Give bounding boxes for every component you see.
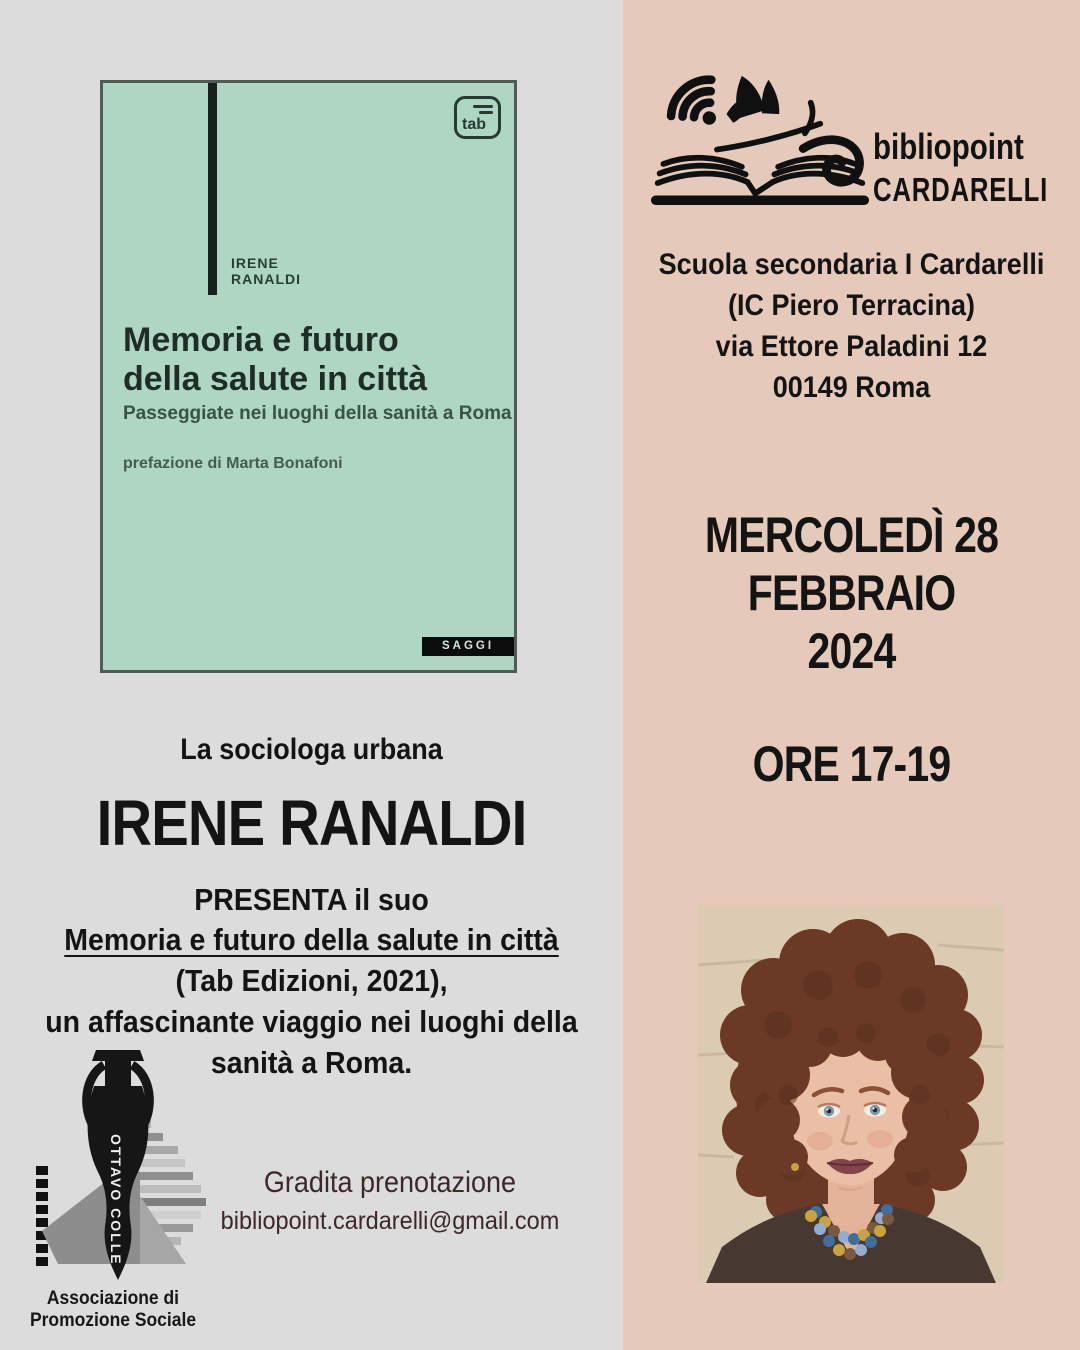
cover-book-title [123,321,427,399]
event-time: ORE 17-19 [752,736,951,792]
venue-line1: Scuola secondaria I Cardarelli [658,248,1045,281]
amphora-squares-column [36,1166,48,1266]
association-caption-line1: Associazione di [46,1288,180,1309]
intro-line: La sociologa urbana [180,733,443,766]
description-line1: un affascinante viaggio nei luoghi della [45,1004,578,1039]
association-caption-line2: Promozione Sociale [29,1310,197,1331]
event-date-line2: FEBBRAIO [747,565,956,621]
presents-line: PRESENTA il suo [194,882,429,917]
cover-preface: prefazione di Marta Bonafoni [123,455,343,472]
cover-subtitle: Passeggiate nei luoghi della sanità a Roma [123,403,512,424]
event-date [664,506,1039,680]
presented-book-title: Memoria e futuro della salute in città [64,922,559,957]
tab-logo-stripe [479,111,493,114]
event-date-line1: MERCOLEDÌ 28 [704,507,999,563]
right-panel [623,0,1080,1350]
tab-publisher-logo-icon [454,96,501,139]
cover-title-line2: della salute in città [123,360,428,398]
tab-logo-text: tab [462,116,486,133]
cardarelli-name: CARDARELLI [873,171,1049,208]
venue-line4: 00149 Roma [772,371,931,404]
bibliopoint-logo-icon [650,66,870,214]
earring [791,1163,799,1171]
amphora-vertical-text: OTTAVO COLLE [108,1134,124,1266]
bibliopoint-logo-text [873,126,1073,209]
event-date-line3: 2024 [807,623,896,679]
venue-line3: via Ettore Paladini 12 [715,330,988,363]
venue-line2: (IC Piero Terracina) [727,289,976,322]
series-badge: SAGGI [422,637,514,656]
book-cover [100,80,517,673]
tab-logo-stripe [473,105,493,108]
sailboat-icon [717,76,820,150]
bibliopoint-name: bibliopoint [873,126,1024,167]
booking-email: bibliopoint.cardarelli@gmail.com [220,1207,560,1235]
booking-info [140,1166,640,1236]
speaker-name: IRENE RANALDI [96,787,527,859]
description-line2: sanità a Roma. [210,1045,413,1080]
edition-line: (Tab Edizioni, 2021), [175,963,448,998]
cover-author-line2: RANALDI [231,271,301,287]
cover-vertical-bar [208,83,217,295]
association-caption [26,1288,201,1332]
cover-title-line1: Memoria e futuro [123,321,399,359]
wifi-signal-icon [664,71,734,141]
booking-title: Gradita prenotazione [263,1166,517,1199]
cover-author-name [231,255,301,287]
cover-author-line1: IRENE [231,255,279,271]
speaker-portrait-photo [698,905,1004,1283]
venue-address [646,244,1057,408]
